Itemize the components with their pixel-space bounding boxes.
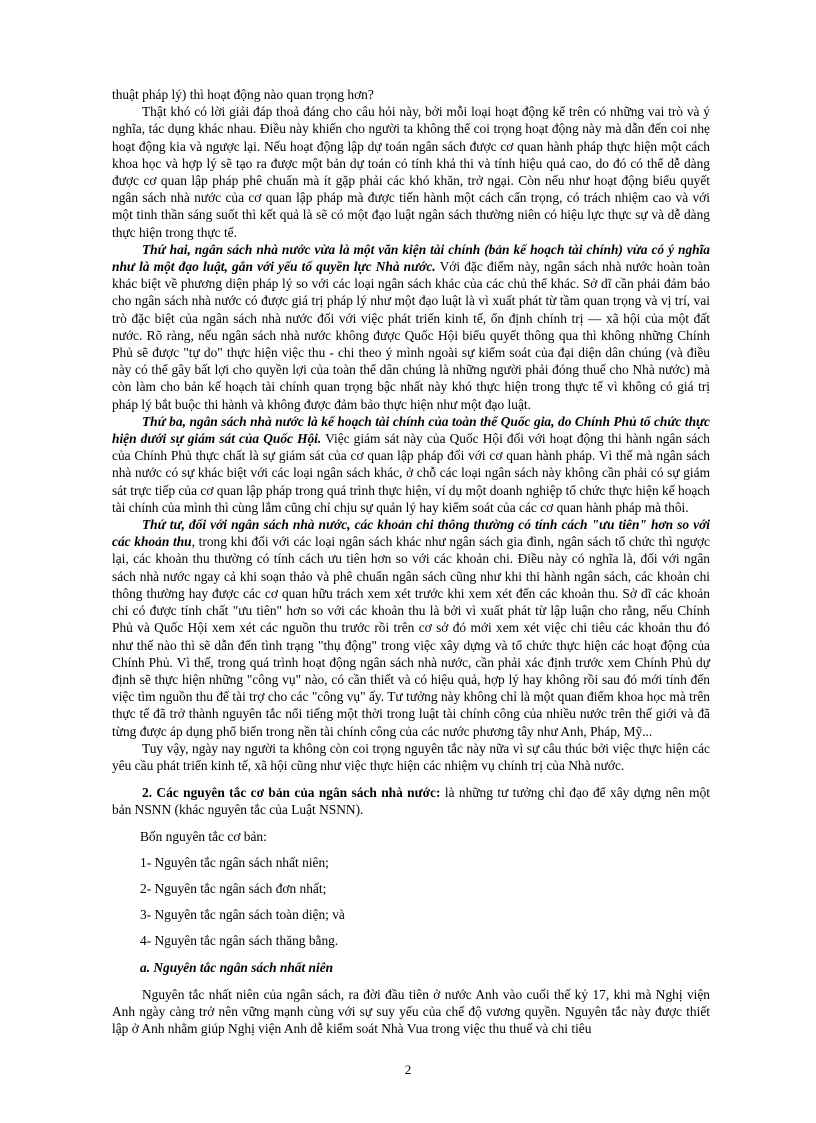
document-page [112, 86, 710, 1037]
subsection-heading: a. Nguyên tắc ngân sách nhất niên [140, 959, 334, 975]
list-item: 4- Nguyên tắc ngân sách thăng bằng. [140, 933, 339, 949]
section-title: 2. Các nguyên tắc cơ bản của ngân sách nhà nước: [142, 785, 441, 801]
section-description: là những tư tưởng chỉ đạo để xây dựng nên một bản NSNN (khác nguyên tắc của Luật NSNN). [112, 785, 710, 818]
paragraph-body: , trong khi đối với các loại ngân sách khác như ngân sách gia đình, ngân sách tổ chức thì ngược lại, các khoản thu thường có tính cách ưu tiên hơn so với các khoản chi. Điều này có nghĩa là, đối với ngân sách nhà nước ngay cả khi soạn thảo và phê chuẩn ngân sách cũng như khi thi hành ngân sách, các khoản chi thông thường hay được các cơ quan hữu trách xem xét trước khi xem xét đến các khoản thu. Sở dĩ các khoản chi có được tính chất "ưu tiên" hơn so với các khoản thu là bởi vì xuất phát từ lập luận cho rằng, nếu Chính Phủ và Quốc Hội xem xét các nguồn thu trước rồi trên cơ sở đó mới xem xét việc chi tiêu các khoản thu đó như thế nào thì sẽ dẫn đến tình trạng "thụ động" trong việc xây dựng và tổ chức thực hiện các hoạt động của Chính Phủ. Vì thế, trong quá trình hoạt động ngân sách nhà nước, cần phải xác định trước xem Chính Phủ dự định sẽ thực hiện những "công vụ" nào, có cần thiết và có hiệu quả, hợp lý hay không rồi sau đó mới tính đến việc tìm nguồn thu để tài trợ cho các "công vụ" ấy. Tư tưởng này không chỉ là một quan điểm khoa học mà trên thực tế đã trở thành nguyên tắc nổi tiếng một thời trong luật tài chính công của nhiều nước trên thế giới và đã từng được áp dụng phổ biến trong nền tài chính công của các nước phương tây như Anh, Pháp, Mỹ... [112, 534, 711, 739]
paragraph: Tuy vậy, ngày nay người ta không còn coi trọng nguyên tắc này nữa vì sự câu thúc bởi việc thực hiện các yêu cầu phát triển kinh tế, xã hội cũng như việc thực hiện các nhiệm vụ chính trị của Nhà nước. [112, 740, 710, 773]
paragraph: Nguyên tắc nhất niên của ngân sách, ra đời đầu tiên ở nước Anh vào cuối thế kỷ 17, khi mà Nghị viện Anh ngày càng trở nên vững mạnh cùng với sự suy yếu của chế độ vương quyền. Nguyên tắc này được thiết lập ở Anh nhằm giúp Nghị viện Anh dễ kiểm soát Nhà Vua trong việc thu thuế và chi tiêu [112, 986, 710, 1037]
paragraph-body: Việc giám sát này của Quốc Hội đối với hoạt động thi hành ngân sách của Chính Phủ thực chất là sự giám sát của cơ quan lập pháp đối với cơ quan hành pháp. Vì thế mà ngân sách nhà nước có sự khác biệt với các loại ngân sách khác, ở chỗ các loại ngân sách này không cần phải có sự giám sát trực tiếp của cơ quan lập pháp trong quá trình thực hiện, ví dụ một doanh nghiệp tổ chức thực hiện kế hoạch tài chính của mình thì cùng lắm cũng chỉ chịu sự quản lý hay kiểm soát của các cơ quan hành pháp mà thôi. [112, 431, 710, 515]
list-item: 1- Nguyên tắc ngân sách nhất niên; [140, 854, 329, 870]
paragraph [112, 413, 710, 516]
list-intro: Bốn nguyên tắc cơ bản: [140, 828, 267, 844]
paragraph: thuật pháp lý) thì hoạt động nào quan trọng hơn? [112, 87, 374, 102]
section-heading [112, 784, 710, 818]
paragraph-lead: Thứ ba, ngân sách nhà nước là kế hoạch tài chính của toàn thể Quốc gia, do Chính Phủ tổ chức thực hiện dưới sự giám sát của Quốc Hội. [112, 413, 710, 447]
paragraph-body: Với đặc điểm này, ngân sách nhà nước hoàn toàn khác biệt về phương diện pháp lý so với các loại ngân sách khác của các chủ thể khác. Sở dĩ cần phải đảm bảo cho ngân sách nhà nước có được giá trị pháp lý như một đạo luật là vì xuất phát từ tầm quan trọng và vị trí, vai trò đặc biệt của ngân sách nhà nước đối với việc phát triển kinh tế, ổn định chính trị — xã hội của một đất nước. Rõ ràng, nếu ngân sách nhà nước không được Quốc Hội biểu quyết thông qua thì không những Chính Phủ sẽ được "tự do" thực hiện việc thu - chi theo ý mình ngoài sự kiểm soát của đại diện dân chúng (và điều này có thể gây bất lợi cho quyền lợi của toàn thể dân chúng là những người phải đóng thuế cho Nhà nước) mà còn làm cho bản kế hoạch tài chính quan trọng bậc nhất này khó thực hiện trong thực tế vì không có giá trị pháp lý bắt buộc thi hành và không được đảm bảo thực hiện như một đạo luật. [112, 259, 711, 412]
paragraph [112, 241, 710, 413]
paragraph-lead: Thứ hai, ngân sách nhà nước vừa là một văn kiện tài chính (bản kế hoạch tài chính) vừa có ý nghĩa như là một đạo luật, gắn với yếu tố quyền lực Nhà nước. [112, 241, 710, 275]
paragraph: Thật khó có lời giải đáp thoả đáng cho câu hỏi này, bởi mỗi loại hoạt động kể trên có những vai trò và ý nghĩa, tác dụng khác nhau. Điều này khiến cho người ta không thể coi trọng hoạt động này mà dẫn đến coi nhẹ hoạt động kia và ngược lại. Nếu hoạt động lập dự toán ngân sách được cơ quan hành pháp thực hiện một cách khoa học và hợp lý sẽ tạo ra được một bản dự toán có tính khả thi và tính hiệu quả cao, do đó có thể dễ dàng được cơ quan lập pháp phê chuẩn mà ít gặp phải các khó khăn, trở ngại. Còn nếu như hoạt động biểu quyết ngân sách nhà nước của cơ quan lập pháp mà được tiến hành một cách cẩn trọng, có trách nhiệm cao và với một tinh thần sáng suốt thì kết quả là sẽ có một đạo luật ngân sách thường niên có hiệu lực thực sự và dễ dàng thực hiện trong thực tế. [112, 104, 710, 240]
page-number: 2 [404, 1062, 412, 1077]
principles-list [112, 828, 710, 976]
paragraph [112, 516, 710, 740]
paragraph-lead: Thứ tư, đối với ngân sách nhà nước, các khoản chi thông thường có tính cách "ưu tiên" hơn so với các khoản thu [112, 517, 710, 550]
list-item: 2- Nguyên tắc ngân sách đơn nhất; [140, 880, 327, 896]
list-item: 3- Nguyên tắc ngân sách toàn diện; và [140, 907, 345, 923]
